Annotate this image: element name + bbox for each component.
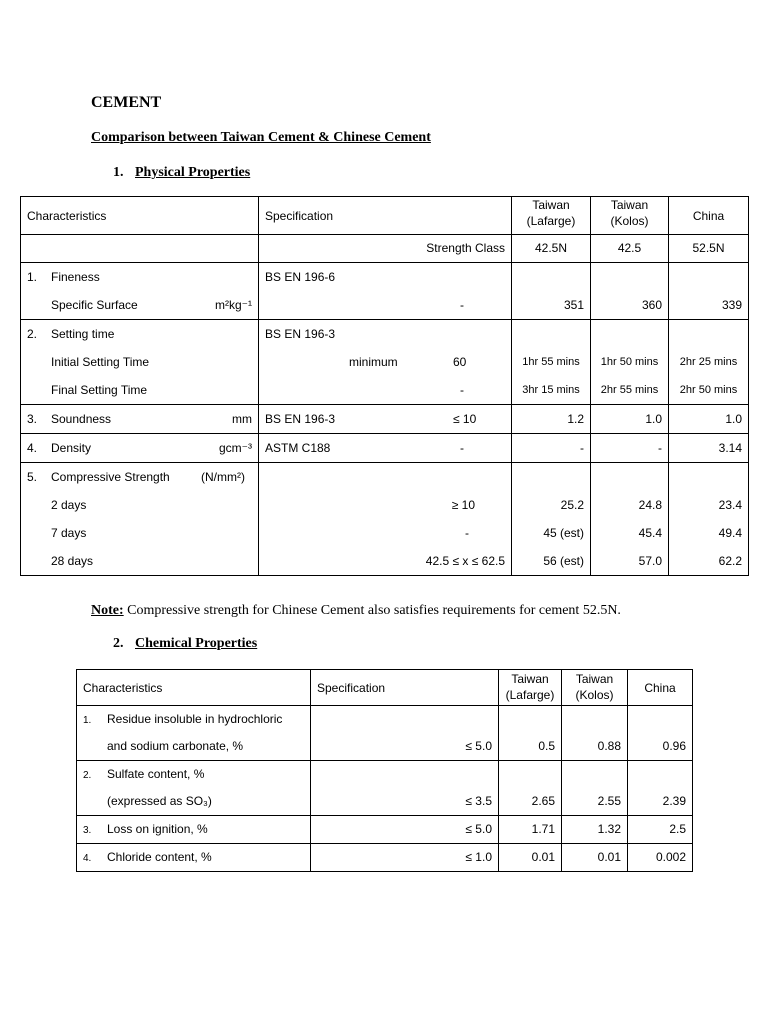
section-heading-physical xyxy=(113,165,250,181)
cell-line: 0.002 xyxy=(655,850,686,864)
cell-value xyxy=(499,706,562,761)
cell-value xyxy=(591,235,669,263)
header-china: China xyxy=(669,197,749,235)
specification-cell xyxy=(259,405,512,434)
characteristic-cell xyxy=(21,405,259,434)
cell-line: 0.01 xyxy=(597,850,621,864)
cell-line: 2.65 xyxy=(531,794,555,808)
item-number: 4. xyxy=(83,853,92,864)
cell-line xyxy=(265,434,505,462)
item-name: Setting time xyxy=(51,327,115,341)
characteristic-cell xyxy=(77,816,311,844)
strength-class-label xyxy=(259,235,512,263)
cell-line: 3.14 xyxy=(718,441,742,455)
sub-item-name: 2 days xyxy=(51,498,87,512)
table-row-sulfate xyxy=(77,761,693,816)
cell-value xyxy=(512,463,591,576)
cell-line: 1hr 50 mins xyxy=(600,356,659,368)
unit-label: (N/mm²) xyxy=(201,470,245,484)
standard-label: BS EN 196-3 xyxy=(265,412,336,426)
note-label: Note: xyxy=(91,603,124,618)
item-number: 2. xyxy=(83,770,92,781)
characteristic-cell xyxy=(77,761,311,816)
cell-line xyxy=(83,816,304,843)
header-taiwan-lafarge xyxy=(512,197,591,235)
cell-line xyxy=(27,434,252,462)
table-row-density xyxy=(21,434,749,463)
document-title: CEMENT xyxy=(91,94,162,111)
characteristic-cell xyxy=(21,434,259,463)
cell-line: 360 xyxy=(641,298,662,312)
cell-line: 23.4 xyxy=(718,498,742,512)
item-name: Loss on ignition, % xyxy=(107,822,208,836)
cell-value xyxy=(512,320,591,405)
characteristic-cell xyxy=(77,844,311,872)
cell-line: 45.4 xyxy=(638,526,662,540)
cell-line: 0.01 xyxy=(531,850,555,864)
cell-line: 42.5N xyxy=(534,241,568,255)
table-row-strength-class xyxy=(21,235,749,263)
cell-value xyxy=(512,235,591,263)
cell-line: 0.88 xyxy=(597,739,621,753)
header-characteristics: Characteristics xyxy=(21,197,259,235)
cell-line xyxy=(265,405,505,433)
header-specification: Specification xyxy=(311,670,499,706)
cell-line xyxy=(27,463,252,491)
cell-value xyxy=(669,463,749,576)
cell-line: 62.2 xyxy=(718,554,742,568)
cell-value xyxy=(499,761,562,816)
limit-value: ≤ 1.0 xyxy=(465,850,492,864)
cell-line: - xyxy=(658,441,662,455)
unit-label: gcm⁻³ xyxy=(219,441,252,455)
characteristic-cell xyxy=(77,706,311,761)
item-number: 4. xyxy=(27,441,38,455)
cell-value xyxy=(562,706,628,761)
cell-value xyxy=(512,263,591,320)
item-number: 3. xyxy=(83,825,92,836)
cell-value xyxy=(669,320,749,405)
unit-label: m²kg⁻¹ xyxy=(215,298,252,312)
cell-line: 52.5N xyxy=(692,241,725,255)
standard-label: BS EN 196-6 xyxy=(265,270,336,284)
header-characteristics: Characteristics xyxy=(77,670,311,706)
section-number: 1. xyxy=(113,165,124,180)
item-name: Chloride content, % xyxy=(107,850,212,864)
cell-line: 339 xyxy=(721,298,742,312)
header-line: (Lafarge) xyxy=(526,214,576,228)
header-line: Taiwan xyxy=(532,198,570,212)
characteristic-cell xyxy=(21,320,259,405)
unit-label: mm xyxy=(232,412,252,426)
item-number: 2. xyxy=(27,327,38,341)
cell-line: 1hr 55 mins xyxy=(522,356,580,368)
cell-line: 57.0 xyxy=(638,554,662,568)
cell-line: 24.8 xyxy=(638,498,662,512)
cell-value xyxy=(562,844,628,872)
cell-value xyxy=(512,434,591,463)
cell-line xyxy=(83,844,304,871)
limit-value: - xyxy=(465,526,469,540)
cell-value xyxy=(669,405,749,434)
cell-line: 49.4 xyxy=(718,526,742,540)
sub-item-name: Initial Setting Time xyxy=(51,355,150,369)
limit-value: - xyxy=(460,383,464,397)
item-name: Compressive Strength xyxy=(51,470,170,484)
specification-cell xyxy=(311,816,499,844)
cell-line: 2.5 xyxy=(669,822,686,836)
item-name: Density xyxy=(51,441,92,455)
cell-value xyxy=(499,844,562,872)
sub-item-name: Final Setting Time xyxy=(51,383,148,397)
cell-line xyxy=(27,320,252,348)
cell-line: 1.32 xyxy=(597,822,621,836)
item-name: Sulfate content, % xyxy=(107,767,205,781)
cell-line: - xyxy=(580,441,584,455)
specification-cell xyxy=(311,761,499,816)
item-name: Residue insoluble in hydrochloric xyxy=(107,712,283,726)
cell-line: 1.2 xyxy=(567,412,584,426)
header-line: Taiwan xyxy=(511,672,549,686)
specification-cell xyxy=(311,706,499,761)
header-taiwan-kolos xyxy=(591,197,669,235)
section-heading-chemical xyxy=(113,636,257,652)
characteristic-cell xyxy=(21,263,259,320)
header-taiwan-kolos xyxy=(562,670,628,706)
cell-value xyxy=(628,816,693,844)
section-title: Chemical Properties xyxy=(135,636,258,651)
cell-line xyxy=(27,263,252,291)
cell-line: 1.0 xyxy=(725,412,742,426)
header-line: (Lafarge) xyxy=(505,688,555,702)
specification-cell xyxy=(259,463,512,576)
cell-value xyxy=(628,844,693,872)
header-taiwan-lafarge xyxy=(499,670,562,706)
sub-item-name: 7 days xyxy=(51,526,87,540)
header-line: (Kolos) xyxy=(575,688,614,702)
cell-line: 0.5 xyxy=(538,739,555,753)
cell-value xyxy=(512,405,591,434)
cell-line: 2.39 xyxy=(662,794,686,808)
cell-value xyxy=(499,816,562,844)
limit-value: - xyxy=(460,298,464,312)
section-number: 2. xyxy=(113,636,124,651)
qualifier-label: minimum xyxy=(349,355,398,369)
item-name-continued: (expressed as SO₃) xyxy=(107,794,212,808)
cell-line: 3hr 15 mins xyxy=(522,384,580,396)
cell-line: 2hr 50 mins xyxy=(679,384,738,396)
cell-value xyxy=(628,706,693,761)
cell-value xyxy=(669,235,749,263)
cell-line: 42.5 xyxy=(617,241,642,255)
note-text: Compressive strength for Chinese Cement also satisfies requirements for cement 52.5N. xyxy=(123,603,621,618)
limit-value: - xyxy=(460,441,464,455)
header-line: Taiwan xyxy=(575,672,614,686)
cell-line xyxy=(27,405,252,433)
cell-line: 1.71 xyxy=(531,822,555,836)
characteristic-cell xyxy=(21,463,259,576)
item-name-continued: and sodium carbonate, % xyxy=(107,739,244,753)
cell-value xyxy=(669,434,749,463)
limit-value: 42.5 ≤ x ≤ 62.5 xyxy=(425,554,505,568)
standard-label: ASTM C188 xyxy=(265,441,331,455)
physical-properties-table xyxy=(20,196,749,576)
cell-line: 0.96 xyxy=(662,739,686,753)
limit-value: ≤ 5.0 xyxy=(465,822,492,836)
cell-value xyxy=(628,761,693,816)
limit-value: 60 xyxy=(453,355,467,369)
limit-value: ≤ 3.5 xyxy=(465,794,492,808)
limit-value: ≥ 10 xyxy=(451,498,475,512)
specification-cell xyxy=(259,434,512,463)
cell-line: 351 xyxy=(563,298,584,312)
cell-value xyxy=(591,463,669,576)
cell-value xyxy=(591,434,669,463)
cell-line: 25.2 xyxy=(560,498,584,512)
cell-value xyxy=(562,761,628,816)
limit-value: ≤ 5.0 xyxy=(465,739,492,753)
chemical-properties-table xyxy=(76,669,693,872)
cell-value xyxy=(591,263,669,320)
section-title: Physical Properties xyxy=(135,165,251,180)
specification-cell xyxy=(311,844,499,872)
table-row-fineness xyxy=(21,263,749,320)
cell-value xyxy=(591,320,669,405)
table-header-row xyxy=(77,670,693,706)
cell-line: 2.55 xyxy=(597,794,621,808)
cell-line: 56 (est) xyxy=(543,554,584,568)
cell-line: 2hr 25 mins xyxy=(679,356,738,368)
header-line: Taiwan xyxy=(610,198,649,212)
header-line: (Kolos) xyxy=(610,214,649,228)
header-specification: Specification xyxy=(259,197,512,235)
table-header-row xyxy=(21,197,749,235)
table-row-residue xyxy=(77,706,693,761)
cell-value xyxy=(562,816,628,844)
empty-cell xyxy=(21,235,259,263)
item-number: 1. xyxy=(83,715,92,726)
sub-item-name: Specific Surface xyxy=(51,298,138,312)
table-row-setting-time xyxy=(21,320,749,405)
item-name: Soundness xyxy=(51,412,112,426)
header-china: China xyxy=(628,670,693,706)
cell-value xyxy=(591,405,669,434)
cell-line xyxy=(83,706,304,733)
cell-line xyxy=(265,348,505,376)
table-row-loss-on-ignition xyxy=(77,816,693,844)
sub-item-name: 28 days xyxy=(51,554,94,568)
item-number: 1. xyxy=(27,270,38,284)
specification-cell xyxy=(259,320,512,405)
table-row-chloride xyxy=(77,844,693,872)
cell-line: 2hr 55 mins xyxy=(600,384,659,396)
cell-line: 45 (est) xyxy=(543,526,584,540)
item-number: 5. xyxy=(27,470,38,484)
cell-line xyxy=(27,291,252,319)
document-subtitle: Comparison between Taiwan Cement & Chinese Cement xyxy=(91,130,431,145)
item-name: Fineness xyxy=(51,270,100,284)
table-row-compressive-strength xyxy=(21,463,749,576)
standard-label: BS EN 196-3 xyxy=(265,327,336,341)
cell-line: 1.0 xyxy=(645,412,662,426)
cell-value xyxy=(669,263,749,320)
note-paragraph xyxy=(91,603,621,619)
cell-line xyxy=(83,761,304,788)
table-row-soundness xyxy=(21,405,749,434)
limit-value: ≤ 10 xyxy=(453,412,477,426)
specification-cell xyxy=(259,263,512,320)
item-number: 3. xyxy=(27,412,38,426)
cell-line: Strength Class xyxy=(426,241,505,255)
